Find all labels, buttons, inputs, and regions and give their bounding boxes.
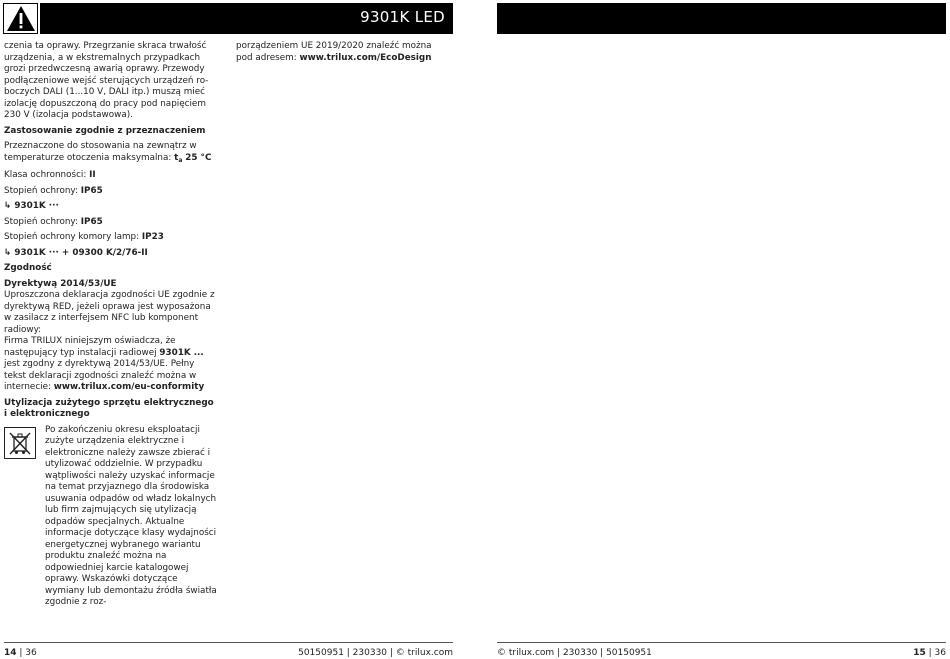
intended-use-line-1: Przeznaczone do stosowania na zewnątrz w — [4, 141, 197, 151]
right-page-number: 15 | 36 — [913, 648, 946, 658]
variant-2: ↳ 9301K ··· + 09300 K/2/76-II — [4, 247, 148, 258]
ip-rating-1: Stopień ochrony: IP65 — [4, 185, 103, 196]
header-bar-left — [40, 3, 453, 34]
ta-symbol: $t_a$ — [174, 152, 183, 164]
intended-use-line-2: temperaturze otoczenia maksymalna: — [4, 152, 172, 163]
right-footer-reference: © trilux.com | 230330 | 50150951 — [497, 648, 652, 658]
left-column — [4, 41, 218, 609]
left-page-number: 14 | 36 — [4, 648, 37, 658]
warning-triangle-icon — [6, 5, 36, 32]
eu-conformity-link[interactable]: www.trilux.com/eu-conformity — [53, 382, 205, 392]
conformity-heading: Zgodność — [4, 263, 52, 273]
middle-column — [236, 41, 448, 64]
directive-paragraph-1: Uproszczona deklaracja zgodności UE zgodnie z dyrektywą RED, jeżeli oprawa jest wyposażona w zasilacz z interfejsem NFC lub komponent radiowy: — [4, 290, 215, 335]
ta-value: 25 °C — [185, 152, 212, 163]
ip-rating-2: Stopień ochrony: IP65 — [4, 216, 103, 227]
disposal-heading: Utylizacja zużytego sprzętu elektrycznego i elektronicznego — [4, 397, 214, 419]
variant-1: ↳ 9301K ··· — [4, 201, 59, 211]
disposal-block — [4, 425, 218, 609]
ip-rating-lamp: Stopień ochrony komory lamp: IP23 — [4, 232, 164, 242]
directive-paragraph-2: Firma TRILUX niniejszym oświadcza, że następujący typ instalacji radiowej 9301K ... jest zgodny z dyrektywą 2014/53/UE. Pełny tekst deklaracji zgodności znaleźć można w internecie: www.trilux.com/eu-conformity — [4, 336, 205, 392]
page-title: 9301K LED — [360, 8, 445, 26]
ecodesign-link[interactable]: www.trilux.com/EcoDesign — [299, 52, 432, 63]
ecodesign-paragraph: porządzeniem UE 2019/2020 znaleźć można pod adresem: www.trilux.com/EcoDesign — [236, 41, 432, 63]
warning-box — [3, 3, 38, 34]
footer-rule-right — [497, 642, 946, 643]
disposal-paragraph: Po zakończeniu okresu eksploatacji zużyte urządzenia elektryczne i elektroniczne należy zawsze zbierać i utylizować oddzielnie. W przypadku wątpliwości należy uzyskać informacje na temat przyjaznego dla środowiska usuwania odpadów od władz lokalnych lub firm zajmujących się utylizacją odpadów specjalnych. Aktualne informacje dotyczące klasy wydajności energetycznej wybranego wariantu produktu znaleźć można na odpowiedniej karcie katalogowej oprawy. Wskazówki dotyczące wymiany lub demontażu źródła światła zgodnie z roz- — [45, 424, 217, 607]
footer-rule-left — [4, 642, 453, 643]
intro-paragraph: czenia ta oprawy. Przegrzanie skraca trwałość urządzenia, a w ekstremalnych przypadkach grozi przedwczesną awarią oprawy. Przewody podłączeniowe wejść sterujących urządzeń roboczych DALI (1...10 V, DALI itp.) muszą mieć izolację dopuszczoną do pracy pod napięciem 230 V (izolacja podstawowa). — [4, 41, 209, 120]
header-bar-right — [497, 3, 946, 34]
directive-heading: Dyrektywą 2014/53/UE — [4, 278, 117, 289]
intended-use-text — [4, 141, 218, 166]
protection-class: Klasa ochronności: II — [4, 170, 96, 180]
intended-use-heading: Zastosowanie zgodnie z przeznaczeniem — [4, 125, 206, 136]
left-footer-reference: 50150951 | 230330 | © trilux.com — [298, 648, 453, 658]
crossed-out-bin-icon — [4, 427, 36, 459]
